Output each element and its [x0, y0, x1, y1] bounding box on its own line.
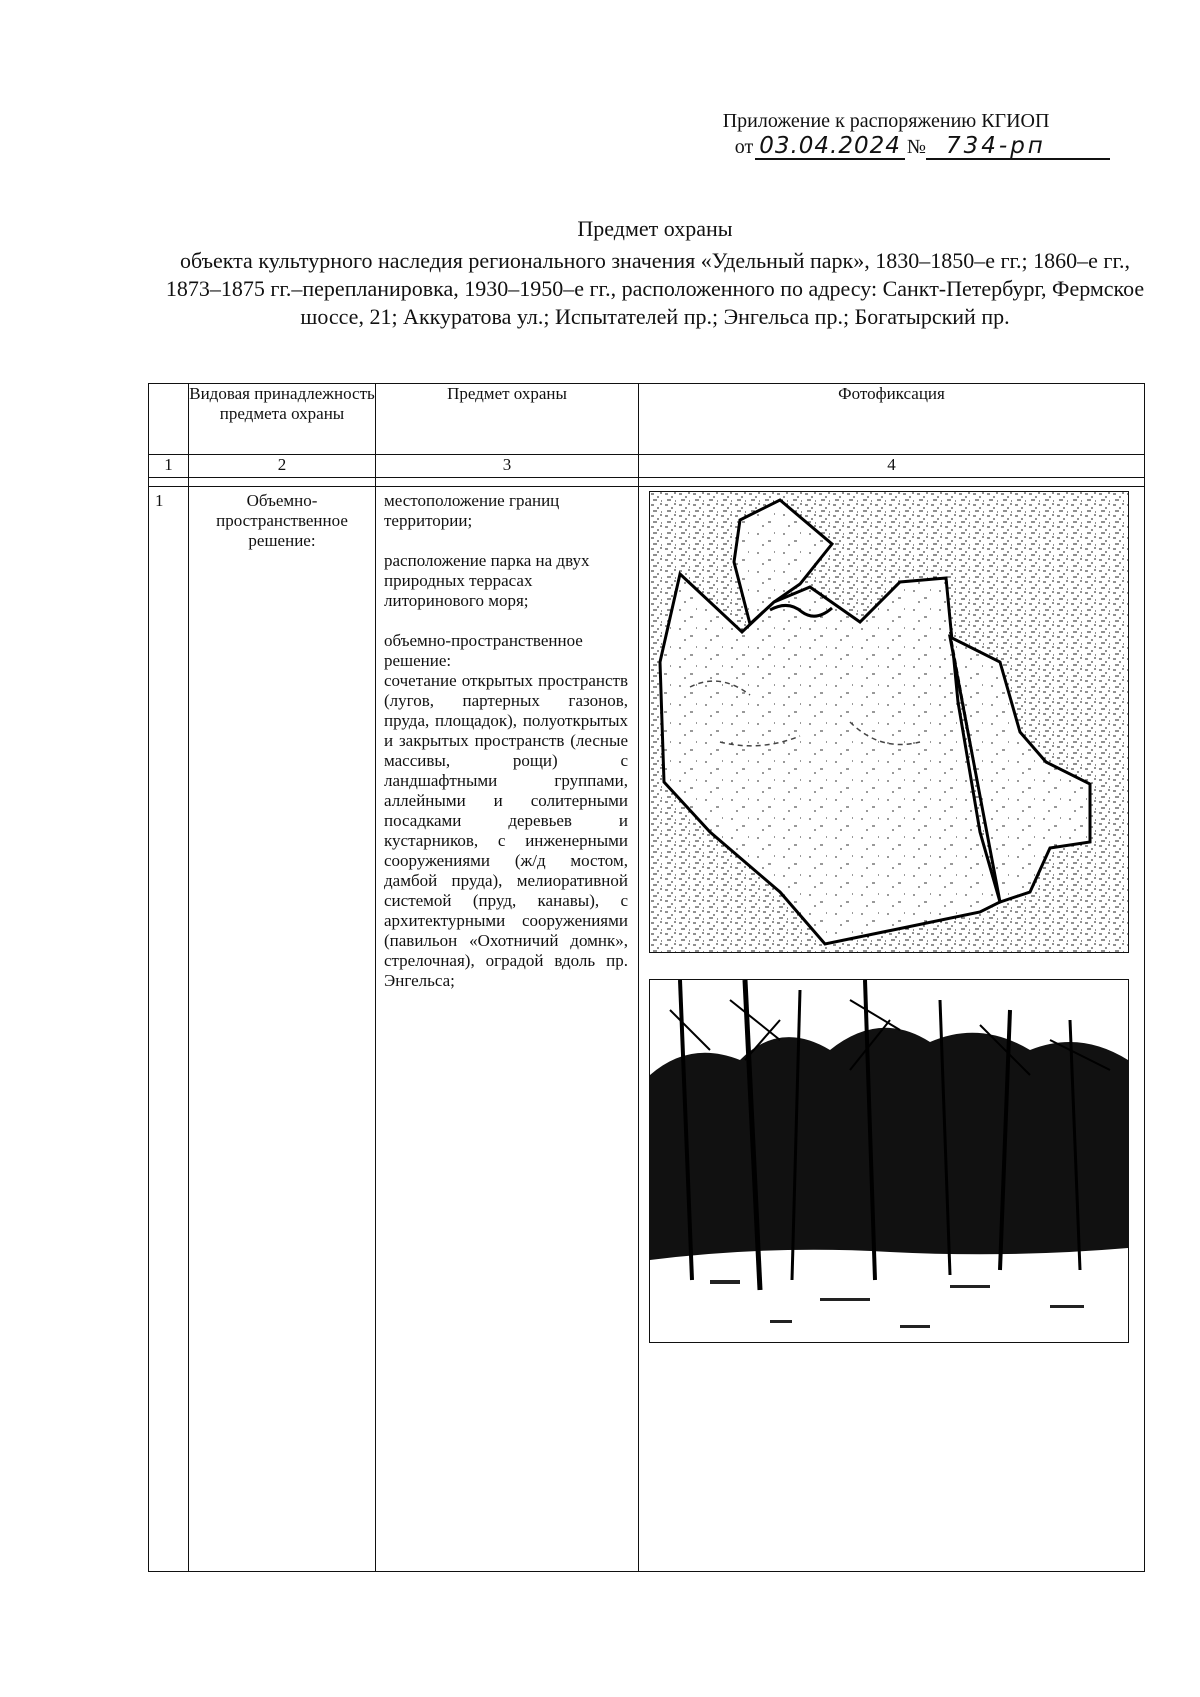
- header-cell-kind: Видовая принадлежность предмета охраны: [189, 384, 376, 455]
- subject-item: расположение парка на двух природных террасах литоринового моря;: [384, 551, 590, 610]
- column-number: 3: [376, 455, 639, 478]
- park-boundary-map-icon: [649, 491, 1129, 953]
- row-kind: Объемно-пространственное решение:: [189, 487, 376, 1572]
- spacer-cell: [189, 478, 376, 487]
- appendix-header: [723, 108, 1110, 160]
- header-cell-photo: Фотофиксация: [639, 384, 1145, 455]
- title-main: Предмет охраны: [577, 216, 733, 241]
- winter-park-trees-photo-icon: [649, 979, 1129, 1343]
- spacer-row: [149, 478, 1145, 487]
- number-sign: №: [906, 136, 926, 158]
- title-description: объекта культурного наследия регионального значения «Удельный парк», 1830–1850–е гг.; 1860–е гг., 1873–1875 гг.–перепланировка, 1930–1950–е гг., расположенного по адресу: Санкт-Петербург, Фермское шоссе, 21; Аккуратова ул.; Испытателей пр.; Энгельса пр.; Богатырский пр.: [165, 248, 1145, 329]
- header-cell-subject: Предмет охраны: [376, 384, 639, 455]
- subject-item: объемно-пространственное решение:: [384, 631, 583, 670]
- spacer-cell: [639, 478, 1145, 487]
- handwritten-date: 03.04.2024: [755, 134, 905, 160]
- appendix-date-number: [735, 134, 1110, 160]
- photo-cell: [639, 487, 1145, 1572]
- table-header-row: [149, 384, 1145, 455]
- subject-item: местоположение границ территории;: [384, 491, 560, 530]
- protection-table: [148, 383, 1145, 1572]
- row-subject: [376, 487, 639, 1572]
- table-row: [149, 487, 1145, 1572]
- appendix-title: Приложение к распоряжению КГИОП: [722, 110, 1050, 132]
- column-number: 2: [189, 455, 376, 478]
- spacer-cell: [149, 478, 189, 487]
- column-number: 4: [639, 455, 1145, 478]
- spacer-cell: [376, 478, 639, 487]
- handwritten-number: 734-рп: [926, 134, 1110, 160]
- header-cell-empty: [149, 384, 189, 455]
- column-number: 1: [149, 455, 189, 478]
- row-number: 1: [149, 487, 189, 1572]
- subject-detail: сочетание открытых пространств (лугов, партерных газонов, пруда, площадок), полуоткрытых и закрытых пространств (лесные массивы, рощи) с ландшафтными группами, аллейными и солитерными посадками деревьев и кустарников, с инженерными сооружениями (ж/д мостом, дамбой пруда), мелиоративной системой (пруд, канавы), с архитектурными сооружениями (павильон «Охотничий домнк», стрелочная), оградой вдоль пр. Энгельса;: [384, 671, 628, 990]
- from-prefix: от: [734, 136, 754, 158]
- document-title: [165, 215, 1145, 331]
- column-number-row: [149, 455, 1145, 478]
